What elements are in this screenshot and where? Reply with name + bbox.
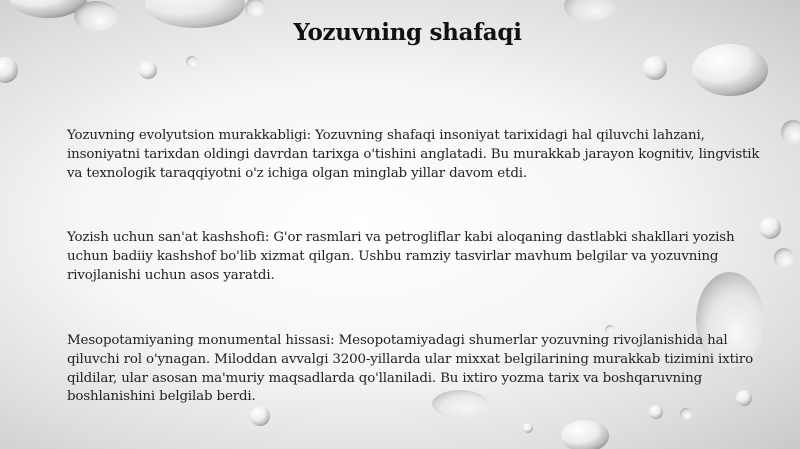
paragraph-writing-evolution: Yozuvning evolyutsion murakkabligi: Yozuvning shafaqi insoniyat tarixidagi hal qiluvchi lahzani, insoniyatni tarixdan oldingi davrdan tarixga o'tishini anglatadi. Bu murakkab jarayon kognitiv, lingvistik va texnologik taraqqiyotni o'z ichiga olgan minglab yillar davom etdi.	[67, 128, 760, 181]
water-drop	[561, 420, 609, 449]
water-drop	[680, 408, 692, 420]
water-drop	[186, 56, 198, 68]
water-drop	[781, 120, 800, 144]
water-drop	[774, 248, 794, 268]
paragraph-art-precursor: Yozish uchun san'at kashshofi: G'or rasmlari va petrogliflar kabi aloqaning dastlabki shakllari yozish uchun badiiy kashshof bo'lib xizmat qilgan. Ushbu ramziy tasvirlar mavhum belgilar va yozuvning rivojlanishi uchun asos yaratdi.	[67, 230, 735, 283]
water-drop	[692, 44, 768, 96]
water-drop	[245, 0, 265, 18]
slide-title: Yozuvning shafaqi	[293, 19, 522, 46]
water-drop	[0, 57, 18, 83]
water-drop	[139, 61, 157, 79]
water-drop	[250, 406, 270, 426]
paragraph-mesopotamia: Mesopotamiyaning monumental hissasi: Mesopotamiyadagi shumerlar yozuvning rivojlanishida hal qiluvchi rol o'ynagan. Miloddan avvalgi 3200-yillarda ular mixxat belgilarining murakkab tizimini ixtiro qildilar, ular asosan ma'muriy maqsadlarda qo'llaniladi. Bu ixtiro yozma tarix va boshqaruvning boshlanishini belgilab berdi.	[67, 333, 754, 405]
water-drop	[523, 423, 533, 433]
water-drop	[643, 56, 667, 80]
